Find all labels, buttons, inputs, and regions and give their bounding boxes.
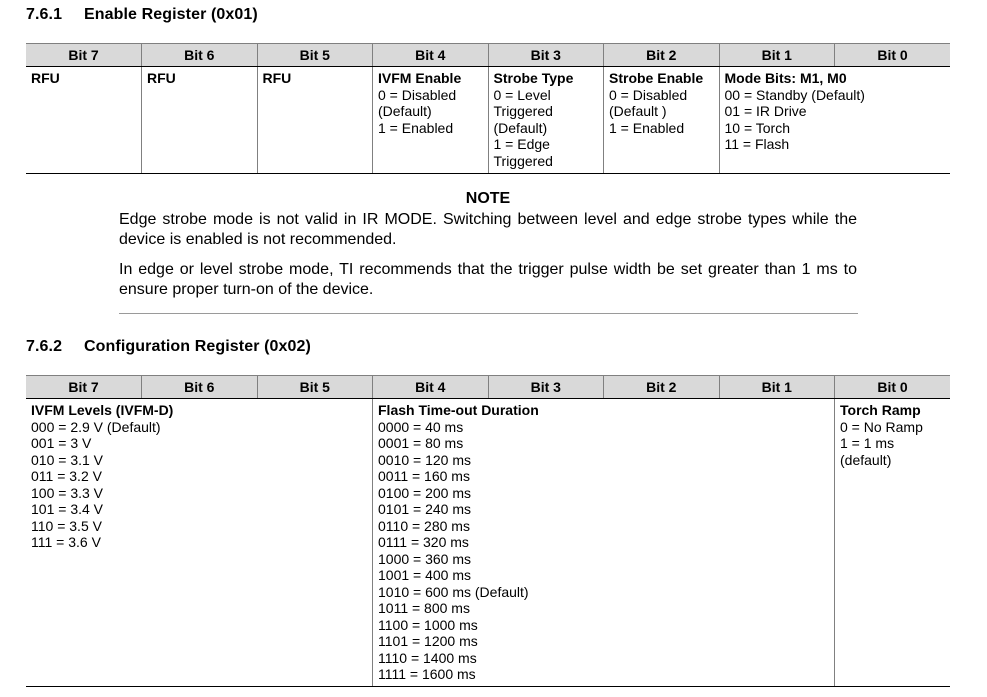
field-value: 100 = 3.3 V (31, 484, 104, 501)
field-value: 0 = Disabled (378, 86, 457, 103)
field-value: 1 = 1 ms (840, 435, 895, 451)
cell-bit3-strobe-type (488, 67, 604, 174)
header-bit6: Bit 6 (142, 376, 258, 399)
cell-bit2-strobe-enable (604, 67, 720, 174)
field-value: 0000 = 40 ms (378, 418, 464, 435)
field-value: 0010 = 120 ms (378, 451, 472, 468)
section-heading-enable-register (26, 6, 258, 24)
header-bit5: Bit 5 (257, 376, 373, 399)
cell-bit4-1-flash-timeout (373, 399, 835, 687)
cell-bit5 (257, 67, 373, 174)
header-bit2: Bit 2 (604, 376, 720, 399)
field-value: 1100 = 1000 ms (378, 616, 478, 633)
field-name: RFU (31, 70, 60, 86)
field-value: (default) (840, 451, 892, 468)
field-value: 1110 = 1400 ms (378, 649, 477, 666)
field-name: Flash Time-out Duration (378, 402, 539, 418)
field-value: 101 = 3.4 V (31, 501, 104, 517)
field-value: 110 = 3.5 V (31, 517, 102, 534)
header-bit3: Bit 3 (488, 376, 604, 399)
section-title: Enable Register (0x01) (84, 6, 258, 23)
note-paragraph: Edge strobe mode is not valid in IR MODE. Switching between level and edge strobe types while the device is enabled is not recommended. (119, 211, 857, 248)
cell-bit4-ivfm-enable (373, 67, 489, 174)
field-value: Triggered (493, 103, 553, 119)
header-bit4: Bit 4 (373, 376, 489, 399)
field-value: 0 = No Ramp (840, 418, 923, 435)
field-value: 1 = Enabled (609, 119, 685, 136)
header-bit5: Bit 5 (257, 44, 373, 67)
field-value: 000 = 2.9 V (Default) (31, 418, 161, 435)
cell-bit7-5-ivfm-levels (26, 399, 373, 687)
field-value: 1101 = 1200 ms (378, 633, 478, 649)
field-name: RFU (262, 70, 292, 86)
field-value: 0 = Disabled (609, 86, 688, 103)
field-value: 001 = 3 V (31, 435, 92, 451)
field-value: 0111 = 320 ms (378, 534, 469, 550)
field-value: 1001 = 400 ms (378, 567, 472, 583)
field-value: 00 = Standby (Default) (724, 86, 865, 103)
field-value: (Default) (378, 103, 432, 119)
header-bit2: Bit 2 (604, 44, 720, 67)
header-bit3: Bit 3 (488, 44, 604, 67)
cell-bit1-0-mode-bits (719, 67, 950, 174)
field-value: (Default) (493, 119, 548, 136)
field-value: 0011 = 160 ms (378, 468, 470, 484)
field-name: RFU (147, 70, 176, 86)
field-value: 1000 = 360 ms (378, 550, 472, 567)
field-name: IVFM Levels (IVFM-D) (31, 402, 174, 418)
note-title: NOTE (465, 190, 511, 207)
field-value: 0101 = 240 ms (378, 501, 472, 517)
field-value: 0 = Level (493, 86, 551, 103)
field-name: Strobe Enable (609, 70, 704, 86)
field-value: 011 = 3.2 V (31, 468, 102, 484)
field-value: (Default ) (609, 103, 667, 119)
table-header-row (26, 376, 950, 399)
table-header-row (26, 44, 950, 67)
section-heading-configuration-register (26, 338, 311, 356)
cell-bit0-torch-ramp (835, 399, 951, 687)
field-name: IVFM Enable (378, 70, 462, 86)
field-value: 0001 = 80 ms (378, 435, 464, 451)
field-value: 1011 = 800 ms (378, 600, 470, 616)
header-bit1: Bit 1 (719, 376, 835, 399)
header-bit6: Bit 6 (142, 44, 258, 67)
header-bit7: Bit 7 (26, 44, 142, 67)
field-value: 1010 = 600 ms (Default) (378, 583, 529, 600)
table-row (26, 399, 950, 687)
section-number: 7.6.1 (26, 6, 63, 23)
field-name: Mode Bits: M1, M0 (724, 70, 847, 86)
table-row (26, 67, 950, 174)
header-bit0: Bit 0 (835, 376, 951, 399)
field-value: 1111 = 1600 ms (378, 666, 476, 682)
configuration-register-table (26, 375, 950, 687)
header-bit7: Bit 7 (26, 376, 142, 399)
field-value: 10 = Torch (724, 119, 791, 136)
section-title: Configuration Register (0x02) (84, 338, 311, 355)
field-value: 010 = 3.1 V (31, 451, 104, 468)
enable-register-table (26, 43, 950, 174)
note-box (119, 190, 857, 310)
header-bit4: Bit 4 (373, 44, 489, 67)
field-name: Torch Ramp (840, 402, 921, 418)
note-divider (119, 313, 858, 314)
header-bit1: Bit 1 (719, 44, 835, 67)
field-value: 0110 = 280 ms (378, 517, 470, 534)
header-bit0: Bit 0 (835, 44, 951, 67)
section-number: 7.6.2 (26, 338, 63, 355)
field-value: 111 = 3.6 V (31, 534, 101, 550)
field-name: Strobe Type (493, 70, 574, 86)
field-value: 1 = Enabled (378, 119, 454, 136)
field-value: 1 = Edge (493, 136, 550, 152)
field-value: 0100 = 200 ms (378, 484, 472, 501)
cell-bit7 (26, 67, 142, 174)
field-value: 11 = Flash (724, 136, 790, 152)
field-value: Triggered (493, 152, 553, 169)
cell-bit6 (142, 67, 258, 174)
note-paragraph: In edge or level strobe mode, TI recommends that the trigger pulse width be set greater than 1 ms to ensure proper turn-on of the device. (119, 261, 857, 298)
field-value: 01 = IR Drive (724, 103, 807, 119)
